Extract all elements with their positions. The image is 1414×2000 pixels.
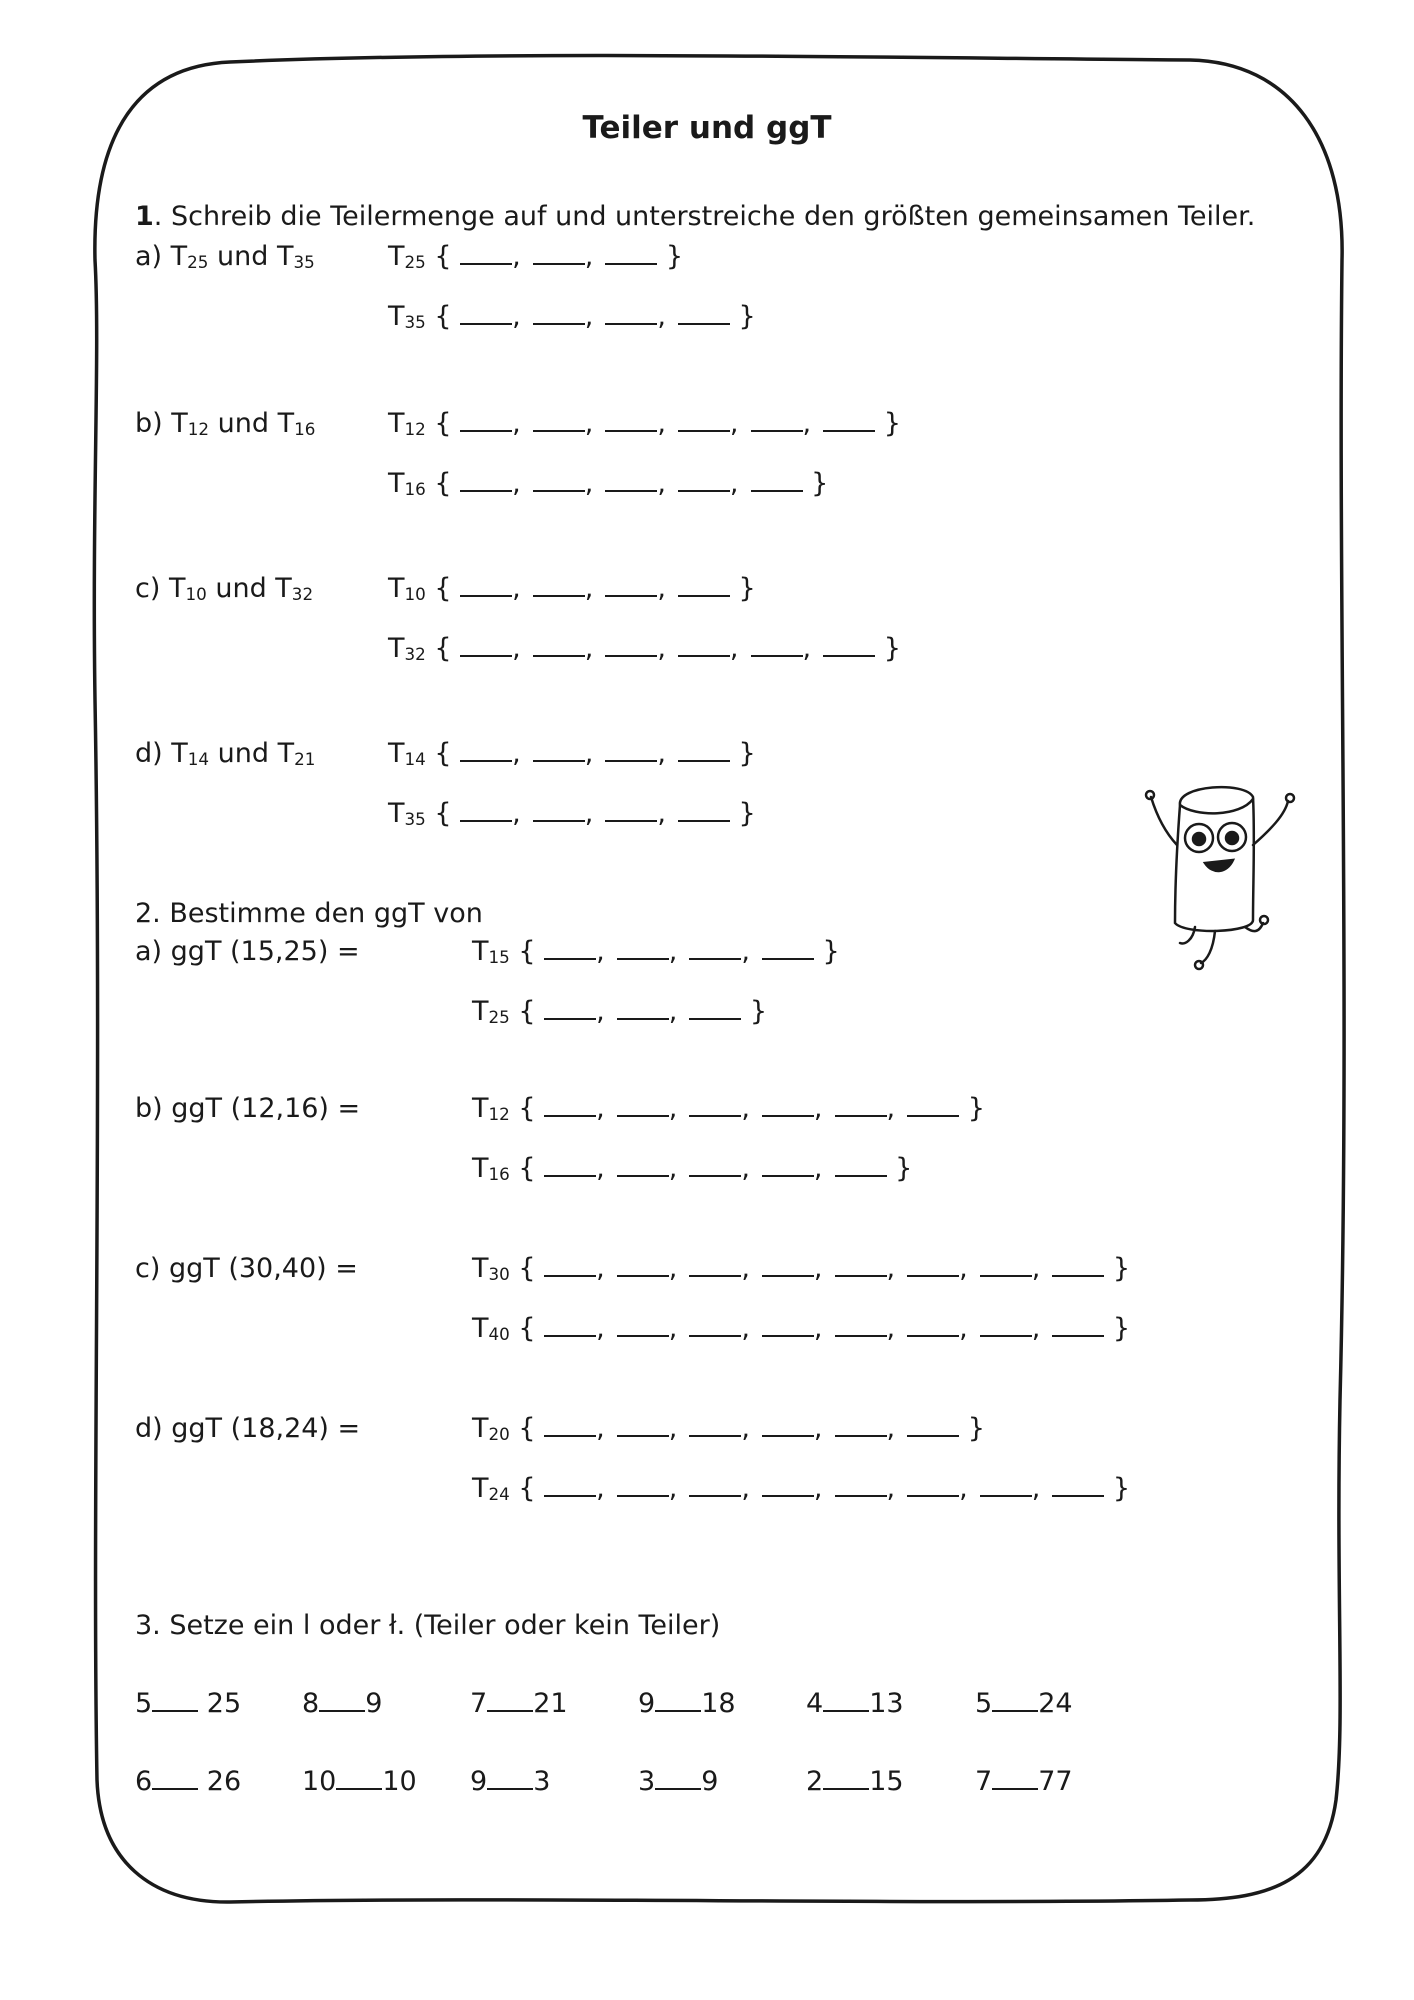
- answer-blank[interactable]: [605, 303, 657, 325]
- answer-blank[interactable]: [907, 1315, 959, 1337]
- answer-blank[interactable]: [605, 243, 657, 265]
- answer-blank[interactable]: [533, 243, 585, 265]
- answer-blank[interactable]: [605, 410, 657, 432]
- answer-blank[interactable]: [678, 575, 730, 597]
- answer-blank[interactable]: [678, 410, 730, 432]
- answer-blank[interactable]: [689, 1315, 741, 1337]
- answer-blank[interactable]: [1052, 1315, 1104, 1337]
- task2-item-label: d) ggT (18,24) =: [135, 1413, 361, 1444]
- answer-blank[interactable]: [460, 635, 512, 657]
- answer-blank[interactable]: [762, 1255, 814, 1277]
- answer-blank[interactable]: [678, 740, 730, 762]
- answer-blank[interactable]: [605, 470, 657, 492]
- divisibility-exercise: 5 25: [135, 1688, 242, 1719]
- divisor-set-line: $T_{15}$ { , , , }: [472, 936, 840, 967]
- divisibility-exercise: 2 15: [806, 1766, 904, 1797]
- answer-blank[interactable]: [689, 998, 741, 1020]
- answer-blank[interactable]: [617, 1475, 669, 1497]
- answer-blank[interactable]: [689, 1155, 741, 1177]
- answer-blank[interactable]: [605, 635, 657, 657]
- answer-blank[interactable]: [460, 575, 512, 597]
- answer-blank[interactable]: [751, 410, 803, 432]
- answer-blank[interactable]: [617, 1095, 669, 1117]
- divisor-set-line: $T_{35}$ { , , , }: [388, 798, 756, 829]
- answer-blank[interactable]: [992, 1690, 1038, 1712]
- answer-blank[interactable]: [689, 1095, 741, 1117]
- answer-blank[interactable]: [605, 740, 657, 762]
- answer-blank[interactable]: [907, 1475, 959, 1497]
- divisibility-exercise: 7 77: [975, 1766, 1073, 1797]
- divisibility-exercise: 6 26: [135, 1766, 242, 1797]
- answer-blank[interactable]: [655, 1768, 701, 1790]
- answer-blank[interactable]: [544, 1155, 596, 1177]
- answer-blank[interactable]: [762, 1095, 814, 1117]
- answer-blank[interactable]: [487, 1690, 533, 1712]
- answer-blank[interactable]: [460, 470, 512, 492]
- answer-blank[interactable]: [980, 1475, 1032, 1497]
- answer-blank[interactable]: [460, 740, 512, 762]
- answer-blank[interactable]: [460, 800, 512, 822]
- answer-blank[interactable]: [533, 575, 585, 597]
- answer-blank[interactable]: [823, 1768, 869, 1790]
- answer-blank[interactable]: [605, 800, 657, 822]
- answer-blank[interactable]: [762, 1415, 814, 1437]
- task2-item-label: b) ggT (12,16) =: [135, 1093, 361, 1124]
- answer-blank[interactable]: [152, 1768, 198, 1790]
- answer-blank[interactable]: [1052, 1255, 1104, 1277]
- answer-blank[interactable]: [823, 635, 875, 657]
- divisor-set-line: $T_{14}$ { , , , }: [388, 738, 756, 769]
- answer-blank[interactable]: [544, 1095, 596, 1117]
- answer-blank[interactable]: [689, 1415, 741, 1437]
- answer-blank[interactable]: [823, 1690, 869, 1712]
- divisor-set-line: $T_{10}$ { , , , }: [388, 573, 756, 604]
- answer-blank[interactable]: [617, 938, 669, 960]
- task1-item-label: b) $T_{12}$ und $T_{16}$: [135, 408, 316, 439]
- answer-blank[interactable]: [678, 635, 730, 657]
- answer-blank[interactable]: [835, 1315, 887, 1337]
- task2-heading: 2. Bestimme den ggT von: [135, 898, 483, 929]
- answer-blank[interactable]: [980, 1255, 1032, 1277]
- answer-blank[interactable]: [533, 303, 585, 325]
- answer-blank[interactable]: [1052, 1475, 1104, 1497]
- answer-blank[interactable]: [617, 998, 669, 1020]
- divisor-set-line: $T_{25}$ { , , }: [472, 996, 768, 1027]
- answer-blank[interactable]: [533, 410, 585, 432]
- divisibility-exercise: 8 9: [302, 1688, 383, 1719]
- divisibility-exercise: 10 10: [302, 1766, 417, 1797]
- answer-blank[interactable]: [336, 1768, 382, 1790]
- answer-blank[interactable]: [544, 1415, 596, 1437]
- task1-item-label: d) $T_{14}$ und $T_{21}$: [135, 738, 316, 769]
- answer-blank[interactable]: [835, 1155, 887, 1177]
- answer-blank[interactable]: [751, 470, 803, 492]
- answer-blank[interactable]: [617, 1415, 669, 1437]
- divisibility-exercise: 7 21: [470, 1688, 568, 1719]
- answer-blank[interactable]: [617, 1315, 669, 1337]
- mascot-drawing: [1135, 775, 1310, 975]
- divisibility-exercise: 4 13: [806, 1688, 904, 1719]
- task2-item-label: a) ggT (15,25) =: [135, 936, 360, 967]
- task1-item-label: c) $T_{10}$ und $T_{32}$: [135, 573, 314, 604]
- answer-blank[interactable]: [544, 998, 596, 1020]
- page-title: Teiler und ggT: [582, 110, 832, 146]
- divisibility-exercise: 3 9: [638, 1766, 719, 1797]
- answer-blank[interactable]: [907, 1415, 959, 1437]
- answer-blank[interactable]: [835, 1095, 887, 1117]
- answer-blank[interactable]: [762, 1155, 814, 1177]
- answer-blank[interactable]: [617, 1155, 669, 1177]
- answer-blank[interactable]: [533, 635, 585, 657]
- divisor-set-line: $T_{24}$ { , , , , , , , }: [472, 1473, 1131, 1504]
- divisor-set-line: $T_{40}$ { , , , , , , , }: [472, 1313, 1131, 1344]
- answer-blank[interactable]: [487, 1768, 533, 1790]
- divisor-set-line: $T_{25}$ { , , }: [388, 241, 684, 272]
- answer-blank[interactable]: [689, 938, 741, 960]
- divisibility-exercise: 9 3: [470, 1766, 551, 1797]
- task1-instruction: 1. Schreib die Teilermenge auf und unterstreiche den größten gemeinsamen Teiler.: [135, 201, 1256, 232]
- task1-item-label: a) $T_{25}$ und $T_{35}$: [135, 241, 315, 272]
- answer-blank[interactable]: [152, 1690, 198, 1712]
- answer-blank[interactable]: [533, 470, 585, 492]
- answer-blank[interactable]: [835, 1255, 887, 1277]
- answer-blank[interactable]: [460, 243, 512, 265]
- divisor-set-line: $T_{16}$ { , , , , }: [472, 1153, 913, 1184]
- answer-blank[interactable]: [460, 410, 512, 432]
- answer-blank[interactable]: [533, 740, 585, 762]
- answer-blank[interactable]: [678, 800, 730, 822]
- answer-blank[interactable]: [835, 1475, 887, 1497]
- answer-blank[interactable]: [992, 1768, 1038, 1790]
- answer-blank[interactable]: [544, 938, 596, 960]
- answer-blank[interactable]: [689, 1475, 741, 1497]
- divisor-set-line: $T_{35}$ { , , , }: [388, 301, 756, 332]
- answer-blank[interactable]: [319, 1690, 365, 1712]
- answer-blank[interactable]: [823, 410, 875, 432]
- divisor-set-line: $T_{12}$ { , , , , , }: [472, 1093, 985, 1124]
- divisor-set-line: $T_{30}$ { , , , , , , , }: [472, 1253, 1131, 1284]
- divisor-set-line: $T_{16}$ { , , , , }: [388, 468, 829, 499]
- answer-blank[interactable]: [762, 1475, 814, 1497]
- answer-blank[interactable]: [751, 635, 803, 657]
- answer-blank[interactable]: [655, 1690, 701, 1712]
- answer-blank[interactable]: [689, 1255, 741, 1277]
- answer-blank[interactable]: [605, 575, 657, 597]
- divisor-set-line: $T_{12}$ { , , , , , }: [388, 408, 901, 439]
- answer-blank[interactable]: [678, 303, 730, 325]
- answer-blank[interactable]: [762, 938, 814, 960]
- task3-heading: 3. Setze ein l oder ł. (Teiler oder kein Teiler): [135, 1610, 721, 1641]
- task2-item-label: c) ggT (30,40) =: [135, 1253, 358, 1284]
- answer-blank[interactable]: [617, 1255, 669, 1277]
- answer-blank[interactable]: [544, 1255, 596, 1277]
- divisor-set-line: $T_{20}$ { , , , , , }: [472, 1413, 985, 1444]
- answer-blank[interactable]: [907, 1255, 959, 1277]
- answer-blank[interactable]: [533, 800, 585, 822]
- divisibility-exercise: 5 24: [975, 1688, 1073, 1719]
- answer-blank[interactable]: [762, 1315, 814, 1337]
- divisibility-exercise: 9 18: [638, 1688, 736, 1719]
- answer-blank[interactable]: [835, 1415, 887, 1437]
- answer-blank[interactable]: [544, 1475, 596, 1497]
- divisor-set-line: $T_{32}$ { , , , , , }: [388, 633, 901, 664]
- answer-blank[interactable]: [678, 470, 730, 492]
- answer-blank[interactable]: [980, 1315, 1032, 1337]
- answer-blank[interactable]: [460, 303, 512, 325]
- answer-blank[interactable]: [907, 1095, 959, 1117]
- answer-blank[interactable]: [544, 1315, 596, 1337]
